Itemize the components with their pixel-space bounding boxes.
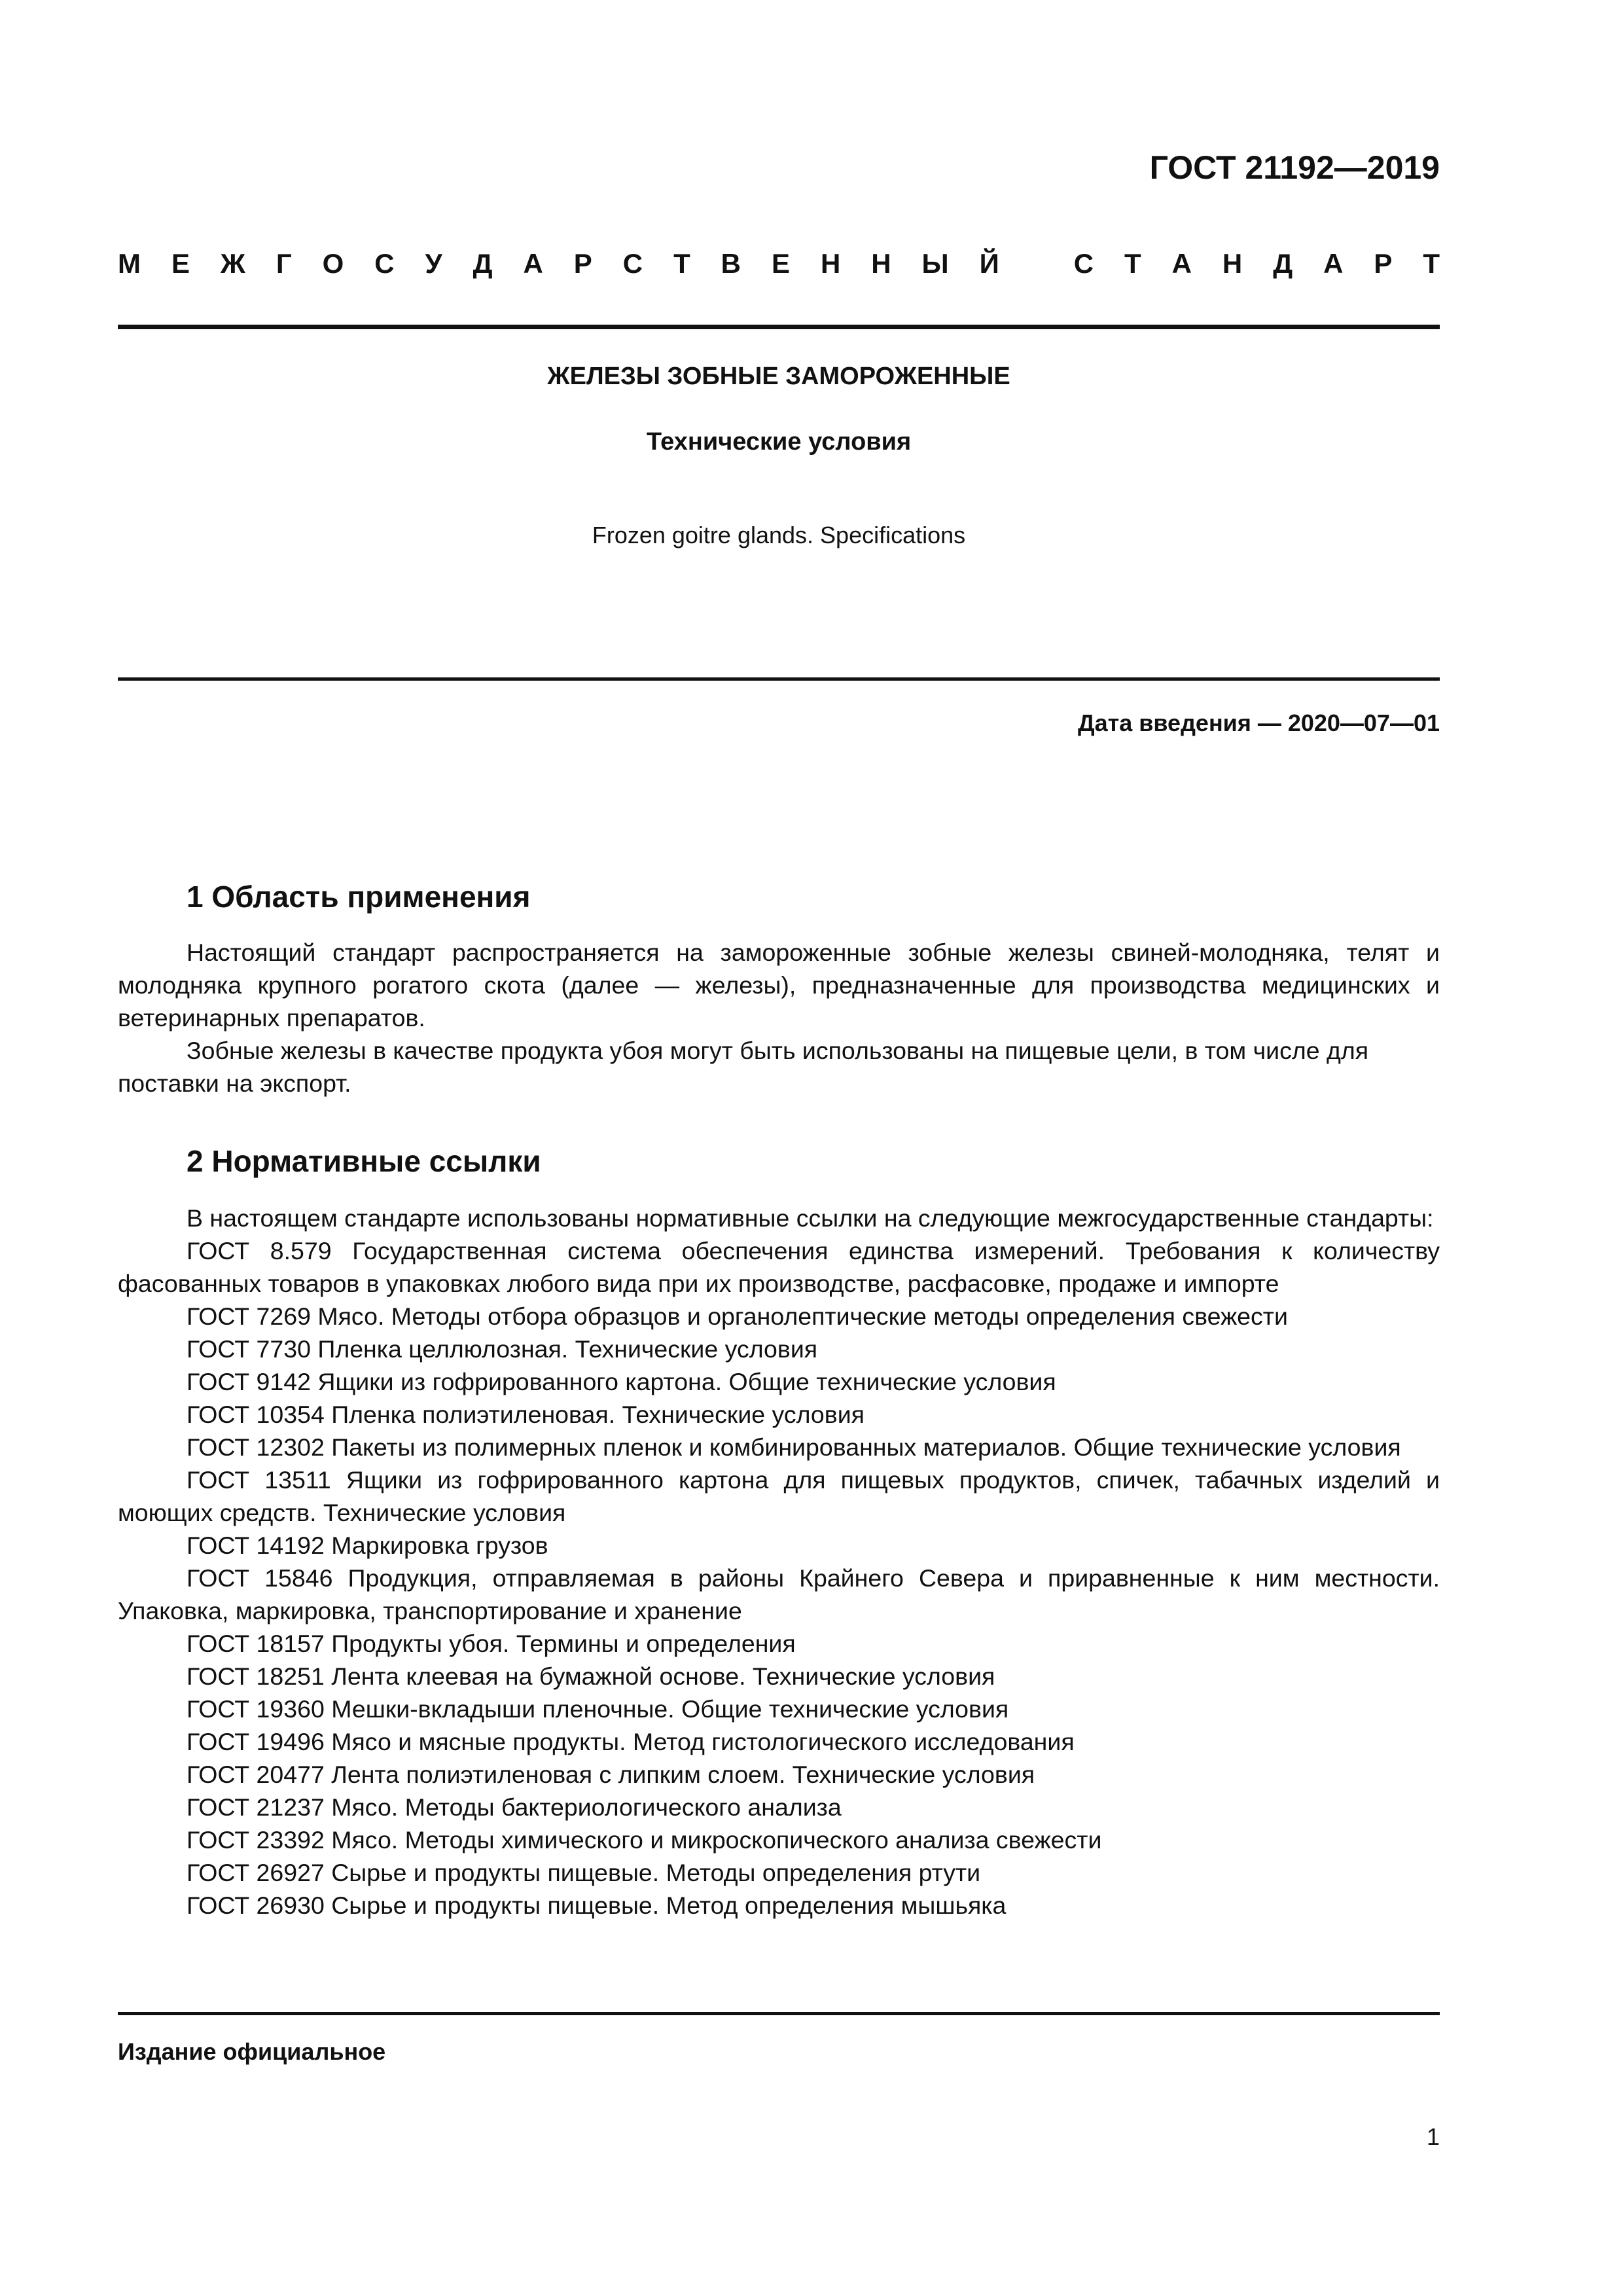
banner-letter: Ж bbox=[220, 248, 245, 279]
reference-item: ГОСТ 23392 Мясо. Методы химического и микроскопического анализа свежести bbox=[187, 1826, 1102, 1854]
banner-letter: Е bbox=[171, 248, 190, 279]
interstate-standard-banner bbox=[118, 247, 1440, 280]
banner-letter: Т bbox=[673, 248, 690, 279]
banner-letter: Н bbox=[1222, 248, 1243, 279]
reference-item: ГОСТ 12302 Пакеты из полимерных пленок и комбинированных материалов. Общие технические условия bbox=[187, 1433, 1401, 1461]
header-rule bbox=[118, 325, 1440, 329]
footer-rule bbox=[118, 2012, 1440, 2015]
banner-letter: Е bbox=[771, 248, 790, 279]
section-1-heading: 1 Область применения bbox=[187, 880, 531, 914]
reference-item: ГОСТ 13511 Ящики из гофрированного картона для пищевых продуктов, спичек, табачных изделий и моющих средств. Технические условия bbox=[118, 1466, 1440, 1526]
introduction-date: Дата введения — 2020—07—01 bbox=[1077, 709, 1440, 736]
banner-letter: Й bbox=[979, 248, 999, 279]
reference-item: ГОСТ 21237 Мясо. Методы бактериологического анализа bbox=[187, 1793, 842, 1821]
reference-item: ГОСТ 18251 Лента клеевая на бумажной основе. Технические условия bbox=[187, 1662, 995, 1690]
reference-item: ГОСТ 15846 Продукция, отправляемая в районы Крайнего Севера и приравненные к ним местности. Упаковка, маркировка, транспортирование и хранение bbox=[118, 1564, 1440, 1624]
reference-item: ГОСТ 26927 Сырье и продукты пищевые. Методы определения ртути bbox=[187, 1859, 981, 1886]
banner-letter: Н bbox=[820, 248, 841, 279]
reference-item: ГОСТ 7730 Пленка целлюлозная. Технические условия bbox=[187, 1335, 818, 1363]
banner-letter: С bbox=[1073, 248, 1094, 279]
banner-letter: С bbox=[622, 248, 643, 279]
section-2-body bbox=[118, 1202, 1440, 1922]
banner-letter: Т bbox=[1124, 248, 1141, 279]
document-title: ЖЕЛЕЗЫ ЗОБНЫЕ ЗАМОРОЖЕННЫЕ bbox=[547, 363, 1010, 390]
page-number: 1 bbox=[1426, 2123, 1440, 2150]
banner-letter: Д bbox=[473, 248, 493, 279]
banner-letter: Д bbox=[1273, 248, 1293, 279]
official-edition-label: Издание официальное bbox=[118, 2038, 386, 2065]
banner-letter: В bbox=[721, 248, 741, 279]
reference-item: ГОСТ 14192 Маркировка грузов bbox=[187, 1532, 548, 1559]
banner-letter: С bbox=[374, 248, 395, 279]
banner-letter: Р bbox=[1374, 248, 1393, 279]
title-rule bbox=[118, 677, 1440, 681]
banner-letter: А bbox=[1171, 248, 1192, 279]
banner-gap bbox=[1030, 247, 1043, 280]
reference-item: ГОСТ 8.579 Государственная система обеспечения единства измерений. Требования к количеству фасованных товаров в упаковках любого вида при их производстве, расфасовке, продаже и импорте bbox=[118, 1237, 1440, 1297]
reference-item: ГОСТ 9142 Ящики из гофрированного картона. Общие технические условия bbox=[187, 1368, 1056, 1395]
banner-letter: Ы bbox=[921, 248, 949, 279]
banner-letter: Т bbox=[1423, 248, 1440, 279]
section-1-body bbox=[118, 936, 1440, 1100]
section-2-intro: В настоящем стандарте использованы нормативные ссылки на следующие межгосударственные стандарты: bbox=[187, 1204, 1434, 1232]
reference-item: ГОСТ 19496 Мясо и мясные продукты. Метод гистологического исследования bbox=[187, 1728, 1075, 1755]
reference-item: ГОСТ 20477 Лента полиэтиленовая с липким слоем. Технические условия bbox=[187, 1761, 1035, 1788]
reference-item: ГОСТ 19360 Мешки-вкладыши пленочные. Общие технические условия bbox=[187, 1695, 1009, 1723]
banner-letter: А bbox=[1323, 248, 1344, 279]
banner-letter: Р bbox=[573, 248, 592, 279]
reference-item: ГОСТ 10354 Пленка полиэтиленовая. Технические условия bbox=[187, 1401, 865, 1428]
banner-letter: Г bbox=[276, 248, 292, 279]
document-subtitle: Технические условия bbox=[646, 428, 912, 456]
banner-letter: Н bbox=[871, 248, 891, 279]
reference-item: ГОСТ 26930 Сырье и продукты пищевые. Метод определения мышьяка bbox=[187, 1892, 1007, 1919]
reference-item: ГОСТ 7269 Мясо. Методы отбора образцов и органолептические методы определения свежести bbox=[187, 1302, 1288, 1330]
banner-letter: У bbox=[425, 248, 442, 279]
section-2-heading: 2 Нормативные ссылки bbox=[187, 1144, 541, 1178]
banner-letter: М bbox=[118, 248, 141, 279]
reference-item: ГОСТ 18157 Продукты убоя. Термины и определения bbox=[187, 1630, 796, 1657]
banner-letter: О bbox=[322, 248, 344, 279]
banner-letter: А bbox=[523, 248, 543, 279]
section-1-paragraph-2: Зобные железы в качестве продукта убоя могут быть использованы на пищевые цели, в том числе для поставки на экспорт. bbox=[118, 1037, 1369, 1097]
section-1-paragraph-1: Настоящий стандарт распространяется на замороженные зобные железы свиней-молодняка, телят и молодняка крупного рогатого скота (далее — железы), предназначенные для производства медицинских и ветеринарных препаратов. bbox=[118, 939, 1440, 1031]
standard-code: ГОСТ 21192—2019 bbox=[1149, 149, 1440, 186]
english-title: Frozen goitre glands. Specifications bbox=[592, 522, 966, 548]
